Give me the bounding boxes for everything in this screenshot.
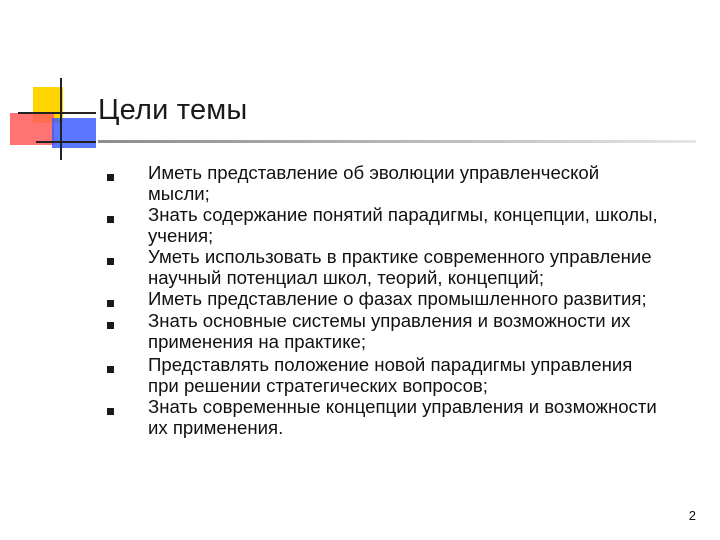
slide-title: Цели темы xyxy=(98,94,248,126)
bullet-marker xyxy=(107,300,114,307)
bullet-marker xyxy=(107,174,114,181)
bullet-item: Иметь представление о фазах промышленного развития; xyxy=(148,288,647,309)
bullet-marker xyxy=(107,322,114,329)
bullet-marker xyxy=(107,366,114,373)
bullet-item: Иметь представление об эволюции управленческой мысли; xyxy=(148,162,600,204)
bullet-item: Знать современные концепции управления и возможности их применения. xyxy=(148,396,657,438)
bullet-item: Представлять положение новой парадигмы управления при решении стратегических вопросов; xyxy=(148,354,633,396)
bullet-item: Знать содержание понятий парадигмы, концепции, школы, учения; xyxy=(148,204,658,246)
page-number: 2 xyxy=(688,508,696,523)
bullet-item: Уметь использовать в практике современного управление научный потенциал школ, теорий, концепций; xyxy=(148,246,652,288)
bullet-marker xyxy=(107,216,114,223)
bullet-item: Знать основные системы управления и возможности их применения на практике; xyxy=(148,310,631,352)
bullet-marker xyxy=(107,258,114,265)
bullet-marker xyxy=(107,408,114,415)
